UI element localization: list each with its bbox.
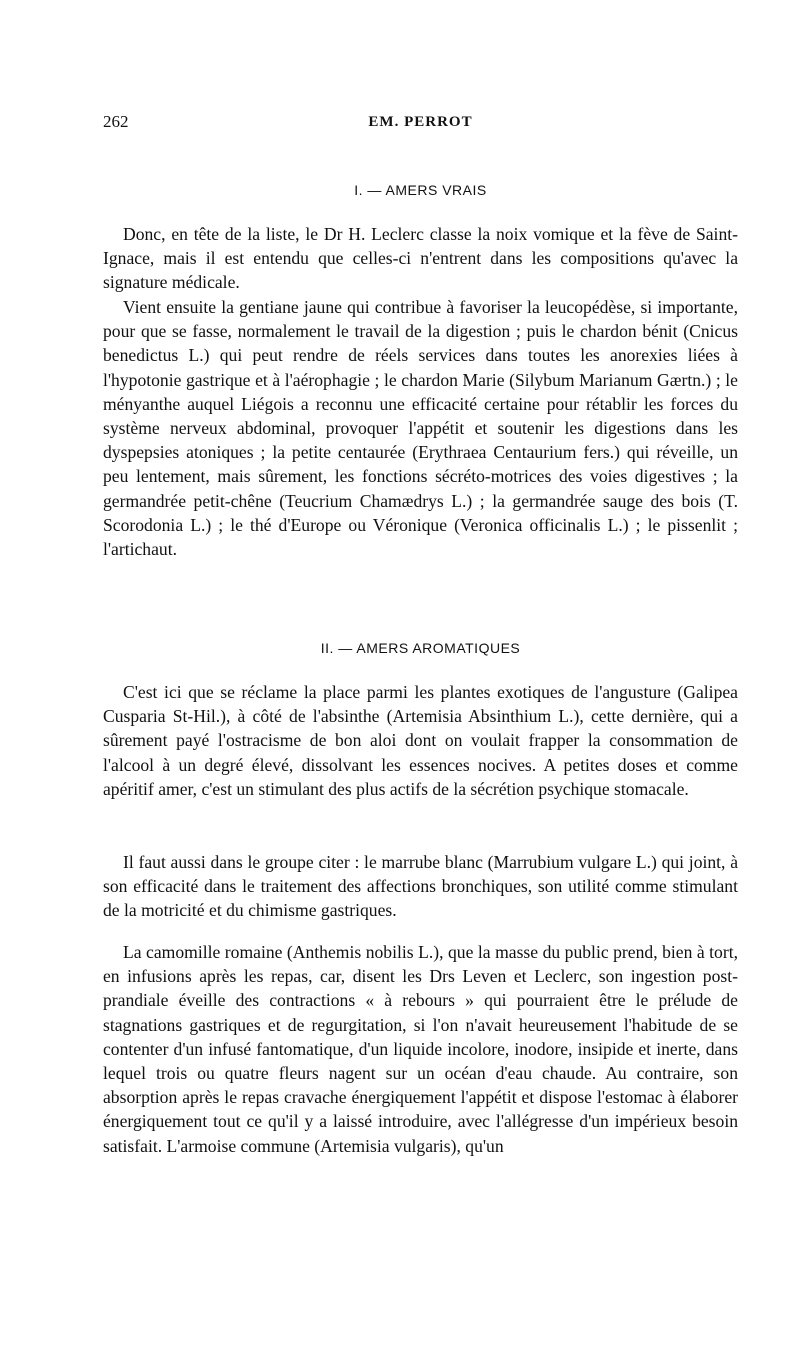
section-heading-amers-aromatiques: II. — AMERS AROMATIQUES [320, 640, 521, 656]
paragraph: La camomille romaine (Anthemis nobilis L.), que la masse du public prend, bien à tort, en infusions après les repas, car, disent les Drs Leven et Leclerc, son ingestion post-prandiale éveille des contractions « à rebours » qui pourraient être le prélude de stagnations gastriques et de regurgitation, si l'on n'avait heureusement l'habitude de se contenter d'un infusé fantomatique, d'un liquide incolore, inodore, insipide et inerte, dans lequel trois ou quatre fleurs nagent sur un océan d'eau chaude. Au contraire, son absorption après le repas cravache énergiquement l'appétit et dispose l'estomac à élaborer énergiquement tout ce qu'il y a laissé introduire, avec l'allégresse d'un impérieux besoin satisfait. L'armoise commune (Artemisia vulgaris), qu'un [103, 942, 738, 1156]
page-number: 262 [103, 112, 129, 131]
running-head: EM. PERROT [368, 114, 473, 130]
paragraph: Il faut aussi dans le groupe citer : le marrube blanc (Marrubium vulgare L.) qui joint, à son efficacité dans le traitement des affections bronchiques, son utilité comme stimulant de la motricité et du chimisme gastriques. [103, 852, 738, 921]
page-header [103, 112, 738, 136]
paragraph: Vient ensuite la gentiane jaune qui contribue à favoriser la leucopédèse, si importante, pour que se fasse, normalement le travail de la digestion ; puis le chardon bénit (Cnicus benedictus L.) qui peut rendre de réels services dans toutes les anorexies liées à l'hypotonie gastrique et à l'aérophagie ; le chardon Marie (Silybum Marianum Gærtn.) ; le ményanthe auquel Liégois a reconnu une efficacité certaine pour rétablir les forces du système nerveux abdominal, provoquer l'appétit et soutenir les digestions dans les dyspepsies atoniques ; la petite centaurée (Erythraea Centaurium fers.) qui réveille, un peu lentement, mais sûrement, les fonctions sécréto-motrices des voies digestives ; la germandrée petit-chêne (Teucrium Chamædrys L.) ; la germandrée sauge des bois (T. Scorodonia L.) ; le thé d'Europe ou Véronique (Veronica officinalis L.) ; le pissenlit ; l'artichaut. [103, 297, 738, 560]
section-heading-amers-vrais: I. — AMERS VRAIS [354, 182, 487, 198]
paragraph: C'est ici que se réclame la place parmi les plantes exotiques de l'angusture (Galipea Cusparia St-Hil.), à côté de l'absinthe (Artemisia Absinthium L.), cette dernière, qui a sûrement payé l'ostracisme de bon aloi dont on voulait frapper la consommation de l'alcool à un degré élevé, dissolvant les essences nocives. A petites doses et comme apéritif amer, c'est un stimulant des plus actifs de la sécrétion psychique stomacale. [103, 682, 738, 799]
paragraph: Donc, en tête de la liste, le Dr H. Leclerc classe la noix vomique et la fève de Saint-Ignace, mais il est entendu que celles-ci n'entrent dans les compositions qu'avec la signature médicale. [103, 224, 738, 293]
